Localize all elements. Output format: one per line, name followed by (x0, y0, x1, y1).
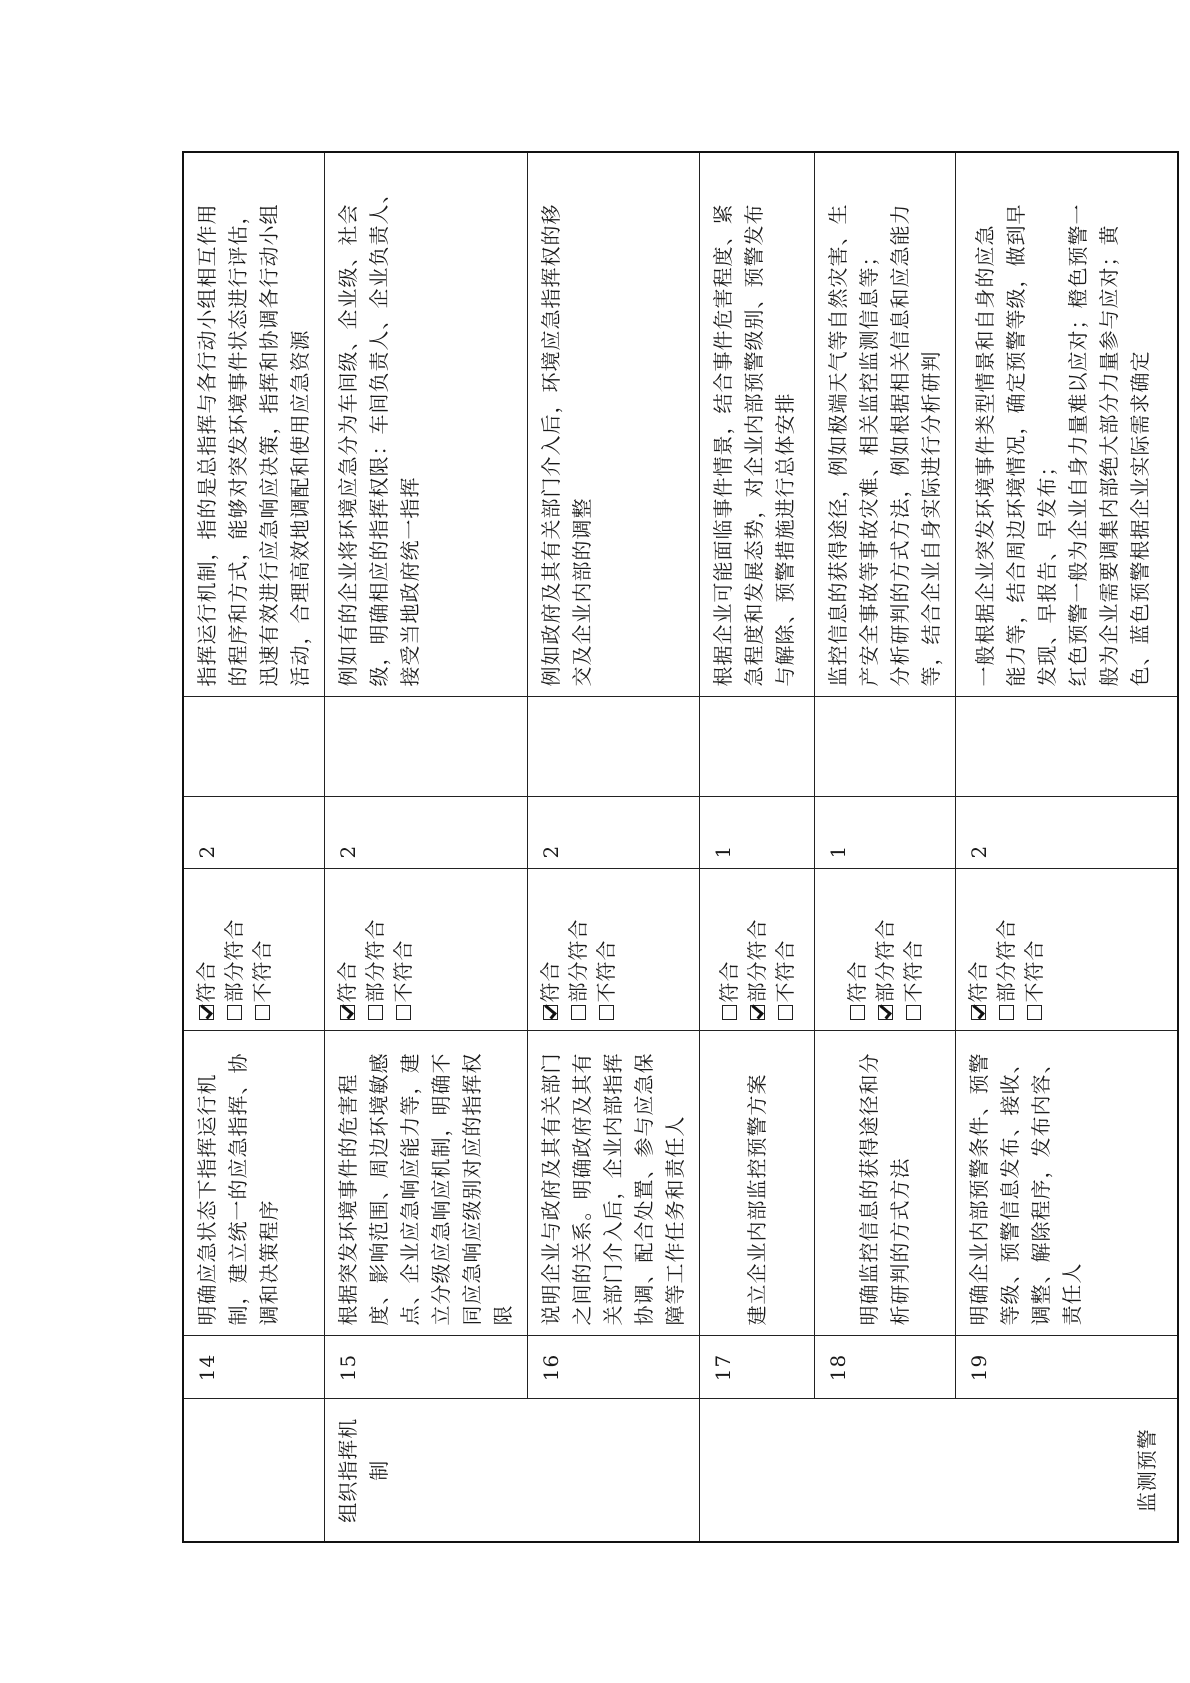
checkbox-icon[interactable] (778, 1006, 793, 1021)
requirement-text: 建立企业内部监控预警方案 (700, 1031, 815, 1336)
explanation-line: 般为企业需要调集内部绝大部分力量参与应对；黄 (1097, 224, 1121, 687)
checked-checkbox-icon[interactable] (543, 1006, 558, 1021)
item-number: 15 (325, 1336, 528, 1399)
remark-cell (815, 697, 956, 797)
conformity-options (815, 869, 956, 1031)
option-label: 符合 (717, 960, 741, 1003)
explanation-text (325, 152, 528, 697)
checkbox-icon[interactable] (396, 1006, 411, 1021)
explanation-text (528, 152, 700, 697)
checklist-table (182, 151, 1179, 1543)
score-value: 1 (700, 797, 815, 869)
checkbox-icon[interactable] (571, 1006, 586, 1021)
conformity-option[interactable] (592, 880, 620, 1021)
explanation-line: 红色预警一般为企业自身力量难以应对；橙色预警一 (1066, 203, 1090, 687)
checkbox-icon[interactable] (255, 1006, 270, 1021)
table-row (956, 152, 1178, 1542)
checkbox-icon[interactable] (999, 1006, 1014, 1021)
explanation-line: 发现、早报告、早发布； (1035, 455, 1059, 687)
table-row (700, 152, 815, 1542)
option-label: 符合 (538, 960, 562, 1003)
item-number: 17 (700, 1336, 815, 1399)
conformity-option[interactable] (771, 880, 799, 1021)
option-label: 部分符合 (873, 918, 897, 1003)
checked-checkbox-icon[interactable] (971, 1006, 986, 1021)
option-label: 不符合 (901, 939, 925, 1003)
requirement-text: 根据突发环境事件的危害程度、影响范围、周边环境敏感点、企业应急响应能力等，建立分级应急响应机制，明确不同应急响应级别对应的指挥权限 (325, 1031, 528, 1336)
explanation-text (815, 152, 956, 697)
checked-checkbox-icon[interactable] (340, 1006, 355, 1021)
category-org-command: 组织指挥机制 (325, 1399, 700, 1542)
category-cell-blank (183, 1399, 325, 1542)
explanation-line: 色、蓝色预警根据企业实际需求确定 (1128, 350, 1152, 687)
score-value: 2 (956, 797, 1178, 869)
checkbox-icon[interactable] (227, 1006, 242, 1021)
option-label: 部分符合 (222, 918, 246, 1003)
conformity-option[interactable] (248, 880, 276, 1021)
checked-checkbox-icon[interactable] (750, 1006, 765, 1021)
option-label: 符合 (335, 960, 359, 1003)
score-value: 2 (325, 797, 528, 869)
conformity-option[interactable] (843, 880, 871, 1021)
conformity-option[interactable] (899, 880, 927, 1021)
conformity-option[interactable] (871, 880, 899, 1021)
explanation-line: 迅速有效进行应急响应决策，指挥和协调各行动小组 (257, 203, 281, 687)
category-monitoring: 监测预警 (700, 1399, 1178, 1542)
conformity-option[interactable] (992, 880, 1020, 1021)
option-label: 部分符合 (745, 918, 769, 1003)
conformity-option[interactable] (536, 880, 564, 1021)
option-label: 部分符合 (363, 918, 387, 1003)
conformity-options (700, 869, 815, 1031)
remark-cell (956, 697, 1178, 797)
table-row (528, 152, 700, 1542)
checkbox-icon[interactable] (368, 1006, 383, 1021)
remark-cell (528, 697, 700, 797)
explanation-line: 一般根据企业突发环境事件类型情景和自身的应急 (973, 224, 997, 687)
requirement-text: 说明企业与政府及其有关部门之间的关系。明确政府及其有关部门介入后，企业内部指挥协调、配合处置、参与应急保障等工作任务和责任人 (528, 1031, 700, 1336)
explanation-line: 能力等，结合周边环境情况，确定预警等级，做到早 (1004, 203, 1028, 687)
explanation-line: 监控信息的获得途径，例如极端天气等自然灾害、生 (826, 203, 850, 687)
explanation-text (183, 152, 325, 697)
requirement-text: 明确监控信息的获得途径和分析研判的方式方法 (815, 1031, 956, 1336)
checkbox-icon[interactable] (722, 1006, 737, 1021)
conformity-option[interactable] (743, 880, 771, 1021)
conformity-option[interactable] (389, 880, 417, 1021)
option-label: 部分符合 (566, 918, 590, 1003)
conformity-option[interactable] (564, 880, 592, 1021)
explanation-line: 指挥运行机制，指的是总指挥与各行动小组相互作用 (195, 203, 219, 687)
checkbox-icon[interactable] (599, 1006, 614, 1021)
score-value: 2 (183, 797, 325, 869)
score-value: 2 (528, 797, 700, 869)
remark-cell (700, 697, 815, 797)
checked-checkbox-icon[interactable] (199, 1006, 214, 1021)
item-number: 16 (528, 1336, 700, 1399)
option-label: 不符合 (1022, 939, 1046, 1003)
conformity-option[interactable] (715, 880, 743, 1021)
explanation-line: 例如政府及其有关部门介入后，环境应急指挥权的移 (539, 203, 563, 687)
checkbox-icon[interactable] (906, 1006, 921, 1021)
conformity-option[interactable] (1020, 880, 1048, 1021)
score-value: 1 (815, 797, 956, 869)
conformity-options (325, 869, 528, 1031)
option-label: 符合 (966, 960, 990, 1003)
explanation-line: 接受当地政府统一指挥 (398, 476, 422, 687)
explanation-line: 的程序和方式，能够对突发环境事件状态进行评估， (226, 203, 250, 687)
explanation-line: 分析研判的方式方法，例如根据相关信息和应急能力 (888, 203, 912, 687)
checkbox-icon[interactable] (850, 1006, 865, 1021)
explanation-text (956, 152, 1178, 697)
option-label: 不符合 (773, 939, 797, 1003)
requirement-text: 明确应急状态下指挥运行机制，建立统一的应急指挥、协调和决策程序 (183, 1031, 325, 1336)
conformity-options (528, 869, 700, 1031)
conformity-option[interactable] (192, 880, 220, 1021)
option-label: 符合 (845, 960, 869, 1003)
explanation-line: 活动，合理高效地调配和使用应急资源 (288, 329, 312, 687)
conformity-option[interactable] (333, 880, 361, 1021)
option-label: 不符合 (250, 939, 274, 1003)
item-number: 18 (815, 1336, 956, 1399)
option-label: 部分符合 (994, 918, 1018, 1003)
remark-cell (325, 697, 528, 797)
option-label: 不符合 (594, 939, 618, 1003)
conformity-options (183, 869, 325, 1031)
option-label: 不符合 (391, 939, 415, 1003)
conformity-options (956, 869, 1178, 1031)
item-number: 19 (956, 1336, 1178, 1399)
explanation-line: 等，结合企业自身实际进行分析研判 (919, 350, 943, 687)
item-number: 14 (183, 1336, 325, 1399)
explanation-line: 级，明确相应的指挥权限：车间负责人、企业负责人、 (367, 182, 391, 687)
explanation-line: 急程度和发展态势，对企业内部预警级别、预警发布 (742, 203, 766, 687)
rotated-table-page (182, 153, 1159, 1543)
explanation-text (700, 152, 815, 697)
explanation-line: 产安全事故等事故灾难、相关监控监测信息等； (857, 245, 881, 687)
table-row (815, 152, 956, 1542)
table-row (183, 152, 325, 1542)
checkbox-icon[interactable] (1027, 1006, 1042, 1021)
conformity-option[interactable] (361, 880, 389, 1021)
conformity-option[interactable] (964, 880, 992, 1021)
explanation-line: 与解除、预警措施进行总体安排 (773, 392, 797, 687)
explanation-line: 交及企业内部的调整 (570, 497, 594, 687)
explanation-line: 根据企业可能面临事件情景，结合事件危害程度、紧 (711, 203, 735, 687)
checked-checkbox-icon[interactable] (878, 1006, 893, 1021)
table-row (325, 152, 528, 1542)
remark-cell (183, 697, 325, 797)
requirement-text: 明确企业内部预警条件、预警等级、预警信息发布、接收、调整、解除程序，发布内容、责任人 (956, 1031, 1178, 1336)
explanation-line: 例如有的企业将环境应急分为车间级、企业级、社会 (336, 203, 360, 687)
conformity-option[interactable] (220, 880, 248, 1021)
option-label: 符合 (194, 960, 218, 1003)
